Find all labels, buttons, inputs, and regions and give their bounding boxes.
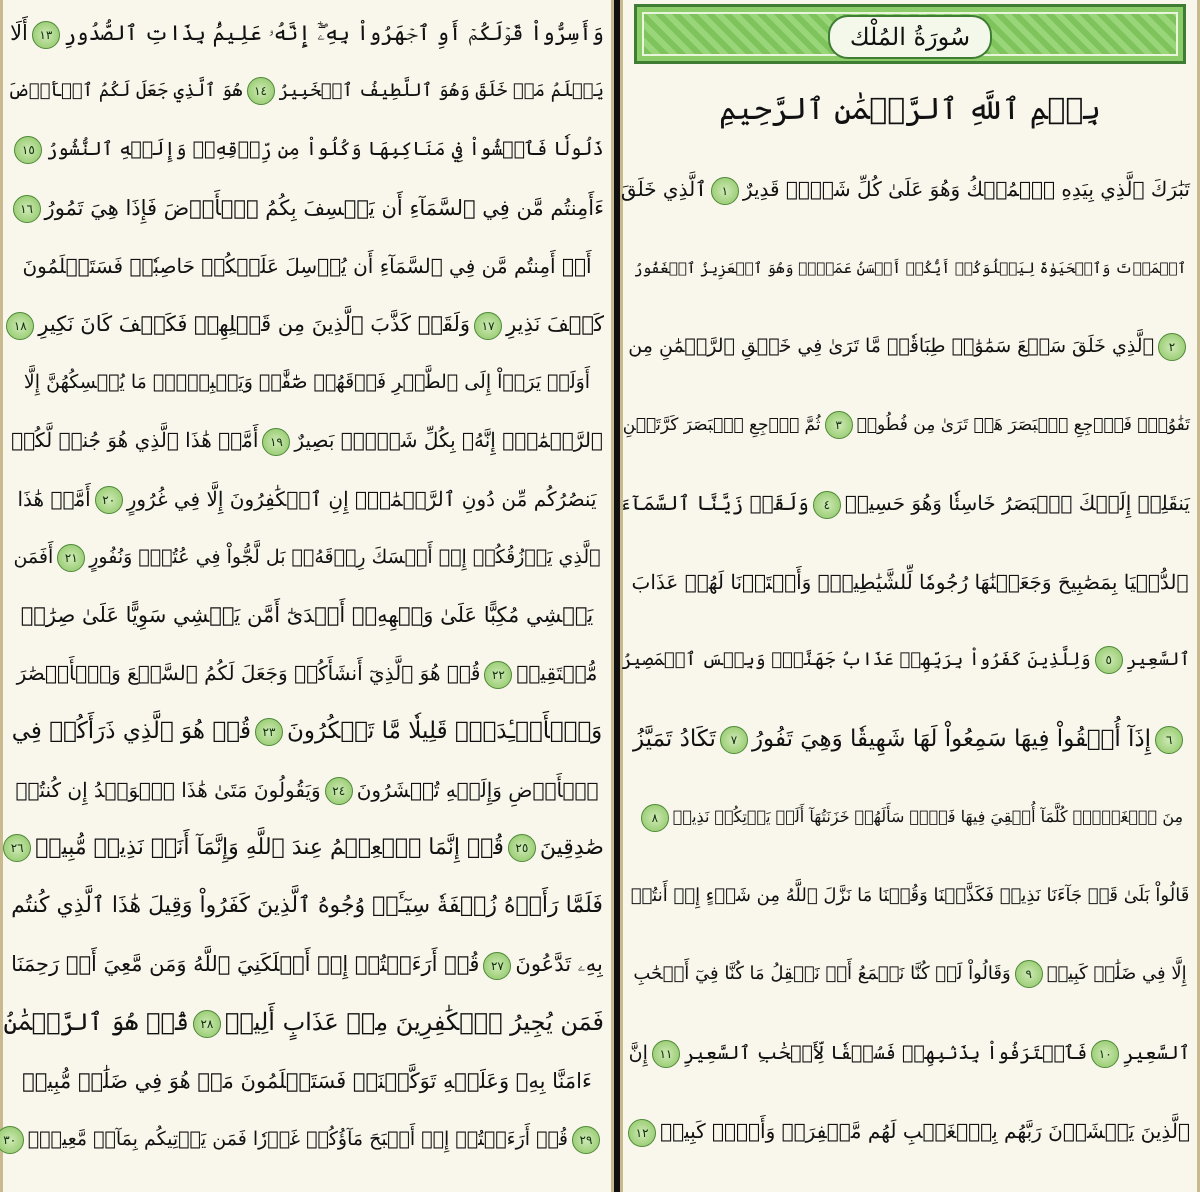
text-line: [10, 353, 604, 411]
verse-text: إِلَّا فِي ضَلَٰلٖ كَبِيرٖ: [1046, 963, 1187, 984]
text-line: [10, 877, 604, 935]
verse-text: ٱلسَّعِيرِ: [1126, 649, 1190, 670]
surah-header: [634, 4, 1186, 64]
ayah-marker: ٢٨: [193, 1010, 221, 1038]
right-page: [620, 0, 1200, 1192]
ayah-marker: ١: [711, 177, 739, 205]
verse-text: تَبَٰرَكَ ٱلَّذِي بِيَدِهِ ٱلۡمُلۡكُ وَهُوَ عَلَىٰ كُلِّ شَيۡءٖ قَدِيرٌ: [742, 177, 1190, 201]
verse-text: تَكَادُ تَمَيَّزُ: [632, 725, 716, 752]
verse-text: قُلۡ هُوَ ٱلَّذِي ذَرَأَكُمۡ فِي: [11, 718, 251, 745]
verse-text: ٱلۡأَرۡضِ وَإِلَيۡهِ تُحۡشَرُونَ: [356, 777, 599, 802]
ayah-marker: ١٥: [14, 136, 42, 164]
verse-text: قَالُواْ بَلَىٰ قَدۡ جَآءَنَا نَذِيرٞ فَكَذَّبۡنَا وَقُلۡنَا مَا نَزَّلَ ٱللَّهُ مِن شَيۡءٍ إِنۡ أَنتُمۡ: [630, 884, 1190, 906]
ayah-marker: ١٧: [474, 312, 502, 340]
ayah-marker: ٧: [720, 726, 748, 754]
verse-text: يَنقَلِبۡ إِلَيۡكَ ٱلۡبَصَرُ خَاسِئٗا وَهُوَ حَسِيرٞ: [844, 491, 1190, 515]
ayah-marker: ٢٢: [484, 661, 512, 689]
verse-text: ٱلۡمَوۡتَ وَٱلۡحَيَوٰةَ لِيَبۡلُوَكُمۡ أَيُّكُمۡ أَحۡسَنُ عَمَلٗاۚ وَهُوَ ٱلۡعَزِيزُ ٱلۡغَفُورُ: [633, 258, 1187, 277]
verse-text: ثُمَّ ٱرۡجِعِ ٱلۡبَصَرَ كَرَّتَيۡنِ: [622, 414, 821, 435]
text-line: [10, 644, 604, 702]
text-line: [10, 935, 604, 993]
text-line: [620, 160, 1190, 218]
text-line: [10, 179, 604, 237]
text-line: [3, 993, 604, 1051]
text-line: [10, 237, 604, 295]
verse-text: صَٰدِقِينَ: [539, 834, 604, 860]
verse-text: هُوَ ٱلَّذِي جَعَلَ لَكُمُ ٱلۡأَرۡضَ: [7, 80, 243, 102]
ayah-marker: ٢٠: [95, 486, 123, 514]
verse-text: كَيۡفَ نَذِيرِ: [506, 312, 604, 336]
ayah-marker: ٢٤: [325, 777, 353, 805]
text-line: [10, 1052, 604, 1110]
text-line: [10, 586, 604, 644]
verse-text: قُلۡ أَرَءَيۡتُمۡ إِنۡ أَصۡبَحَ مَآؤُكُمۡ غَوۡرٗا فَمَن يَأۡتِيكُم بِمَآءٖ مَّعِينِۭ: [27, 1127, 568, 1150]
verse-text: وَلِلَّذِينَ كَفَرُواْ بِرَبِّهِمۡ عَذَابُ جَهَنَّمَۖ وَبِئۡسَ ٱلۡمَصِيرُ: [621, 649, 1091, 670]
text-line: [630, 867, 1190, 925]
text-line: [10, 470, 604, 528]
page-gutter: [614, 0, 620, 1192]
verse-text: وَٱلۡأَفۡـِٔدَةَۚ قَلِيلٗا مَّا تَشۡكُرُونَ: [286, 718, 603, 745]
verse-text: ٱلَّذِي خَلَقَ: [620, 177, 707, 201]
verse-text: ٱلَّذِي خَلَقَ سَبۡعَ سَمَٰوَٰتٖ طِبَاقٗاۖ مَّا تَرَىٰ فِي خَلۡقِ ٱلرَّحۡمَٰنِ مِن: [628, 335, 1154, 357]
verse-text: يَنصُرُكُم مِّن دُونِ ٱلرَّحۡمَٰنِۚ إِنِ ٱلۡكَٰفِرُونَ إِلَّا فِي غُرُورٍ: [126, 486, 597, 511]
verse-text: وَأَسِرُّواْ قَوۡلَكُمۡ أَوِ ٱجۡهَرُواْ بِهِۦٓۖ إِنَّهُۥ عَلِيمُۢ بِذَاتِ ٱلصُّدُورِ: [63, 21, 604, 45]
text-line: [10, 702, 604, 760]
ayah-marker: ٢٥: [508, 834, 536, 862]
verse-text: فَلَمَّا رَأَوۡهُ زُلۡفَةٗ سِيٓـَٔتۡ وُجُوهُ ٱلَّذِينَ كَفَرُواْ وَقِيلَ هَٰذَا ٱلَّذِي كُنتُم: [11, 893, 603, 918]
ayah-marker: ٢: [1158, 333, 1186, 361]
text-line: [630, 1024, 1190, 1082]
verse-text: أَلَا: [10, 21, 28, 45]
ayah-marker: ١٢: [628, 1119, 656, 1147]
text-line: [10, 819, 604, 877]
text-line: [7, 62, 604, 120]
text-line: [619, 474, 1190, 532]
text-line: [10, 120, 604, 178]
verse-text: أَمَّنۡ هَٰذَا: [17, 486, 91, 511]
ayah-marker: ٨: [641, 804, 669, 832]
ayah-marker: ١١: [652, 1040, 680, 1068]
ayah-marker: ٤: [813, 491, 841, 519]
verse-text: ءَأَمِنتُم مَّن فِي ٱلسَّمَآءِ أَن يَخۡسِفَ بِكُمُ ٱلۡأَرۡضَ فَإِذَا هِيَ تَمُورُ: [44, 195, 604, 220]
verse-text: قُلۡ هُوَ ٱلرَّحۡمَٰنُ: [3, 1008, 189, 1037]
text-line: [10, 4, 604, 62]
text-line: [630, 788, 1190, 846]
verse-text: فَٱعۡتَرَفُواْ بِذَنۢبِهِمۡ فَسُحۡقٗا لِّأَصۡحَٰبِ ٱلسَّعِيرِ: [683, 1041, 1088, 1064]
verse-text: ٱلَّذِي يَرۡزُقُكُمۡ إِنۡ أَمۡسَكَ رِزۡقَهُۥۚ بَل لَّجُّواْ فِي عُتُوّٖ وَنُفُورٍ: [89, 545, 601, 568]
verse-text: ءَامَنَّا بِهِۦ وَعَلَيۡهِ تَوَكَّلۡنَاۖ فَسَتَعۡلَمُونَ مَنۡ هُوَ فِي ضَلَٰلٖ مُّبِينٖ: [22, 1068, 592, 1093]
text-line: [3, 1110, 604, 1168]
ayah-marker: ٣٠: [0, 1126, 24, 1154]
verse-text: أَفَمَن: [13, 545, 54, 568]
verse-text: تَفَٰوُتٖۖ فَٱرۡجِعِ ٱلۡبَصَرَ هَلۡ تَرَىٰ مِن فُطُورٖ: [856, 414, 1190, 435]
ayah-marker: ٢٧: [483, 952, 511, 980]
verse-text: وَلَقَدۡ كَذَّبَ ٱلَّذِينَ مِن قَبۡلِهِمۡ فَكَيۡفَ كَانَ نَكِيرِ: [38, 312, 471, 336]
verse-text: إِنَّ: [628, 1041, 648, 1064]
text-line: [630, 239, 1190, 297]
verse-text: قُلۡ إِنَّمَا ٱلۡعِلۡمُ عِندَ ٱللَّهِ وَإِنَّمَآ أَنَا۠ نَذِيرٞ مُّبِينٞ: [35, 834, 504, 860]
verse-text: أَوَلَمۡ يَرَوۡاْ إِلَى ٱلطَّيۡرِ فَوۡقَهُمۡ صَٰٓفَّٰتٖ وَيَقۡبِضۡنَۚ مَا يُمۡسِكُهُنَّ إِلَّا: [23, 371, 591, 394]
verse-text: أَمَّنۡ هَٰذَا ٱلَّذِي هُوَ جُندٞ لَّكُمۡ: [11, 428, 259, 453]
text-line: [10, 528, 604, 586]
ayah-marker: ٢٣: [255, 718, 283, 746]
verse-text: ٱلدُّنۡيَا بِمَصَٰبِيحَ وَجَعَلۡنَٰهَا رُجُومٗا لِّلشَّيَٰطِينِۖ وَأَعۡتَدۡنَا لَهُمۡ عَذَابَ: [631, 569, 1189, 594]
ayah-marker: ١٤: [247, 77, 275, 105]
text-line: [630, 945, 1190, 1003]
verse-text: قُلۡ أَرَءَيۡتُمۡ إِنۡ أَهۡلَكَنِيَ ٱللَّهُ وَمَن مَّعِيَ أَوۡ رَحِمَنَا: [11, 952, 480, 977]
verse-text: بِهِۦ تَدَّعُونَ: [515, 952, 603, 977]
verse-text: وَيَقُولُونَ مَتَىٰ هَٰذَا ٱلۡوَعۡدُ إِن كُنتُمۡ: [15, 777, 321, 802]
verse-text: أَمۡ أَمِنتُم مَّن فِي ٱلسَّمَآءِ أَن يُرۡسِلَ عَلَيۡكُمۡ حَاصِبٗاۖ فَسَتَعۡلَمُونَ: [22, 253, 592, 278]
text-line: [10, 411, 604, 469]
ayah-marker: ٣: [825, 411, 853, 439]
ayah-marker: ١٨: [6, 312, 34, 340]
verse-text: وَقَالُواْ لَوۡ كُنَّا نَسۡمَعُ أَوۡ نَعۡقِلُ مَا كُنَّا فِيٓ أَصۡحَٰبِ: [633, 963, 1011, 984]
basmala: بِسۡمِ ٱللَّهِ ٱلرَّحۡمَٰنِ ٱلرَّحِيمِ: [719, 92, 1101, 127]
text-line: [10, 295, 604, 353]
text-line: [630, 317, 1190, 375]
verse-text: يَمۡشِي مُكِبًّا عَلَىٰ وَجۡهِهِۦٓ أَهۡدَىٰٓ أَمَّن يَمۡشِي سَوِيًّا عَلَىٰ صِرَٰطٖ: [20, 603, 594, 627]
ayah-marker: ١٦: [13, 195, 41, 223]
verse-text: ٱلرَّحۡمَٰنُۚ إِنَّهُۥ بِكُلِّ شَيۡءِۭ بَصِيرٌ: [294, 428, 603, 453]
ayah-marker: ٢٦: [3, 834, 31, 862]
text-line: [621, 631, 1190, 689]
verse-text: ٱلَّذِينَ يَخۡشَوۡنَ رَبَّهُم بِٱلۡغَيۡبِ لَهُم مَّغۡفِرَةٞ وَأَجۡرٞ كَبِيرٞ: [660, 1119, 1190, 1143]
verse-text: ذَلُولٗا فَٱمۡشُواْ فِي مَنَاكِبِهَا وَكُلُواْ مِن رِّزۡقِهِۦۖ وَإِلَيۡهِ ٱلنُّشُورُ: [46, 138, 604, 161]
ayah-marker: ٩: [1015, 960, 1043, 988]
ayah-marker: ١٠: [1091, 1040, 1119, 1068]
ayah-marker: ١٩: [262, 428, 290, 456]
text-line: [630, 553, 1190, 611]
text-line: [10, 761, 604, 819]
verse-text: إِذَآ أُلۡقُواْ فِيهَا سَمِعُواْ لَهَا شَهِيقٗا وَهِيَ تَفُورُ: [751, 725, 1152, 752]
verse-text: فَمَن يُجِيرُ ٱلۡكَٰفِرِينَ مِنۡ عَذَابٍ أَلِيمٖ: [224, 1008, 604, 1037]
text-line: [622, 396, 1190, 454]
verse-text: وَلَقَدۡ زَيَّنَّا ٱلسَّمَآءَ: [619, 491, 809, 515]
ayah-marker: ٥: [1095, 646, 1123, 674]
ayah-marker: ١٣: [32, 21, 60, 49]
verse-text: قُلۡ هُوَ ٱلَّذِيٓ أَنشَأَكُمۡ وَجَعَلَ لَكُمُ ٱلسَّمۡعَ وَٱلۡأَبۡصَٰرَ: [16, 661, 481, 686]
text-line: [630, 710, 1190, 768]
verse-text: مُّسۡتَقِيمٖ: [516, 661, 598, 686]
ayah-marker: ٢٩: [572, 1126, 600, 1154]
ayah-marker: ٦: [1155, 726, 1183, 754]
verse-text: ٱلسَّعِيرِ: [1123, 1041, 1190, 1064]
surah-title: سُورَةُ المُلْك: [828, 15, 992, 59]
verse-text: يَعۡلَمُ مَنۡ خَلَقَ وَهُوَ ٱللَّطِيفُ ٱلۡخَبِيرُ: [278, 80, 604, 102]
ayah-marker: ٢١: [57, 544, 85, 572]
text-line: [630, 1102, 1190, 1160]
verse-text: مِنَ ٱلۡغَيۡظِۖ كُلَّمَآ أُلۡقِيَ فِيهَا فَوۡجٞ سَأَلَهُمۡ خَزَنَتُهَآ أَلَمۡ يَأۡتِكُمۡ نَذِيرٞ: [672, 807, 1184, 826]
